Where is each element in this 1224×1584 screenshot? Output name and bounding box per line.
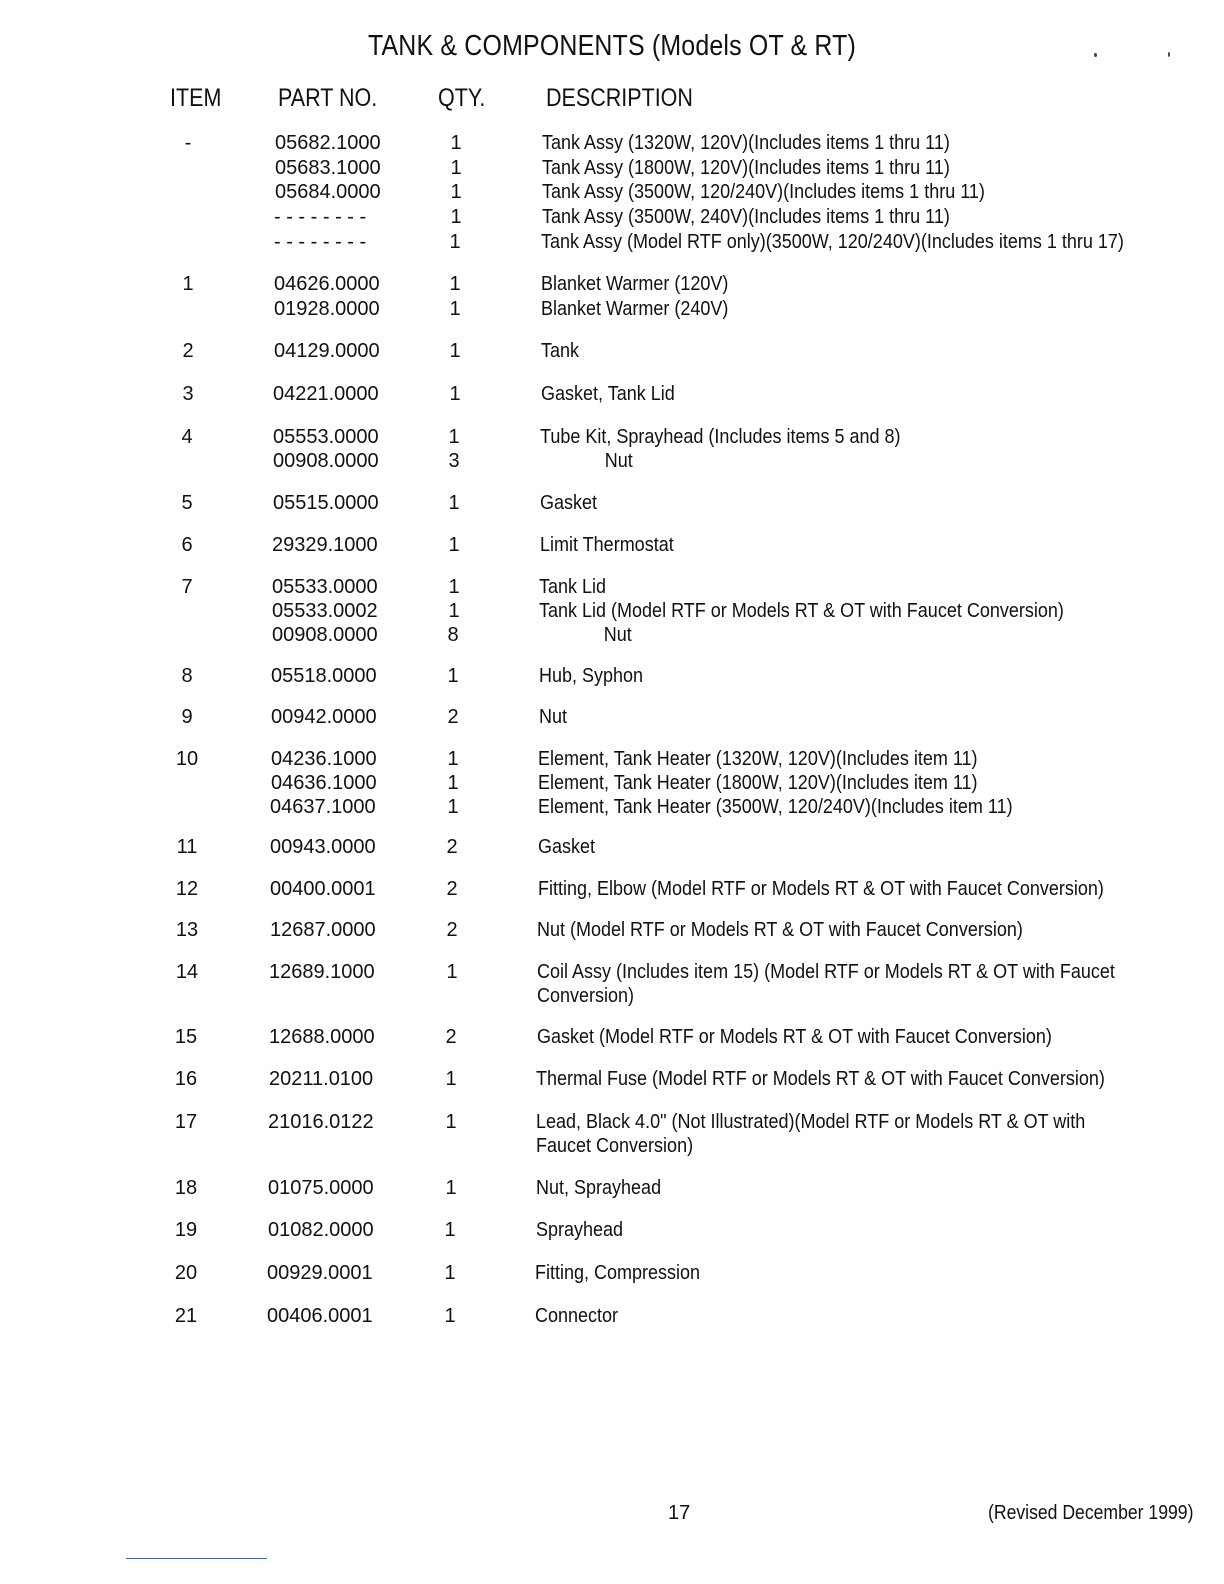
- part-number: 20211.0100: [269, 1068, 374, 1090]
- column-header-item: ITEM: [170, 84, 222, 112]
- quantity: 2: [447, 706, 459, 728]
- item-number: 2: [182, 340, 194, 362]
- table-row: [0, 664, 1224, 688]
- part-number: 04221.0000: [273, 383, 379, 405]
- quantity: 2: [445, 1026, 457, 1048]
- table-row: [0, 1218, 1224, 1242]
- quantity: 1: [447, 796, 459, 818]
- table-row: [0, 382, 1224, 406]
- description: Sprayhead: [536, 1219, 624, 1241]
- part-number: 00406.0001: [267, 1305, 373, 1327]
- item-number: 18: [174, 1177, 198, 1199]
- description: Blanket Warmer (240V): [541, 298, 729, 320]
- quantity: 1: [449, 383, 461, 405]
- quantity: 1: [446, 961, 458, 983]
- part-number: 04636.1000: [271, 772, 377, 794]
- revision-note: (Revised December 1999): [988, 1502, 1194, 1524]
- item-number: 1: [182, 273, 194, 295]
- description: Tank Assy (1800W, 120V)(Includes items 1 thru 11): [542, 157, 950, 179]
- description: Element, Tank Heater (3500W, 120/240V)(Includes item 11): [538, 796, 1013, 818]
- table-row: [0, 180, 1224, 204]
- table-row: [0, 1110, 1224, 1157]
- part-number: 00929.0001: [267, 1262, 373, 1284]
- quantity: 1: [445, 1068, 457, 1090]
- table-row: [0, 156, 1224, 180]
- part-number: 12689.1000: [269, 961, 375, 983]
- quantity: 1: [450, 181, 462, 203]
- quantity: 1: [449, 340, 461, 362]
- item-number: 4: [181, 426, 193, 448]
- item-number: 19: [174, 1219, 198, 1241]
- quantity: 3: [448, 450, 460, 472]
- quantity: 1: [448, 600, 460, 622]
- description: Tank Assy (1320W, 120V)(Includes items 1 thru 11): [542, 132, 950, 154]
- item-number: 12: [175, 878, 199, 900]
- table-row: [0, 960, 1224, 1007]
- part-number: 21016.0122: [268, 1111, 374, 1133]
- quantity: 1: [447, 748, 459, 770]
- table-row: [0, 1176, 1224, 1200]
- description: Tank Assy (Model RTF only)(3500W, 120/240V)(Includes items 1 thru 17): [541, 231, 1124, 253]
- speck-mark: [1094, 53, 1097, 57]
- item-number: -: [184, 132, 192, 154]
- part-number: 05533.0002: [272, 600, 378, 622]
- item-number: 17: [174, 1111, 198, 1133]
- speck-mark: [1168, 52, 1170, 57]
- description: Element, Tank Heater (1320W, 120V)(Includes item 11): [538, 748, 978, 770]
- table-row: [0, 918, 1224, 942]
- item-number: 16: [174, 1068, 198, 1090]
- description: Thermal Fuse (Model RTF or Models RT & OT with Faucet Conversion): [536, 1068, 1105, 1090]
- column-header-description: DESCRIPTION: [546, 84, 693, 112]
- description: Nut: [603, 624, 632, 646]
- page-number: 17: [668, 1502, 691, 1524]
- description: Lead, Black 4.0" (Not Illustrated)(Model RTF or Models RT & OT with Faucet Conversion): [536, 1111, 1086, 1157]
- table-row: [0, 297, 1224, 321]
- table-row: [0, 623, 1224, 647]
- description: Coil Assy (Includes item 15) (Model RTF or Models RT & OT with Faucet Conversion): [537, 961, 1115, 1007]
- part-number: - - - - - - - -: [274, 231, 367, 253]
- column-header-part-no: PART NO.: [278, 84, 378, 112]
- table-row: [0, 339, 1224, 363]
- description: Tank Assy (3500W, 240V)(Includes items 1 thru 11): [542, 206, 950, 228]
- description: Nut: [539, 706, 568, 728]
- quantity: 1: [450, 132, 462, 154]
- quantity: 1: [445, 1111, 457, 1133]
- column-header-qty: QTY.: [438, 84, 486, 112]
- table-row: [0, 705, 1224, 729]
- part-number: 12688.0000: [269, 1026, 375, 1048]
- description: Tank: [541, 340, 580, 362]
- part-number: 12687.0000: [270, 919, 376, 941]
- item-number: 10: [175, 748, 199, 770]
- description: Nut (Model RTF or Models RT & OT with Faucet Conversion): [537, 919, 1023, 941]
- item-number: 21: [174, 1305, 198, 1327]
- table-row: [0, 230, 1224, 254]
- quantity: 1: [449, 231, 461, 253]
- part-number: 04626.0000: [274, 273, 380, 295]
- table-row: [0, 747, 1224, 771]
- part-number: 05683.1000: [275, 157, 381, 179]
- description: Fitting, Elbow (Model RTF or Models RT & OT with Faucet Conversion): [538, 878, 1104, 900]
- table-row: [0, 449, 1224, 473]
- description: Limit Thermostat: [540, 534, 674, 556]
- quantity: 1: [445, 1177, 457, 1199]
- part-number: 00943.0000: [270, 836, 376, 858]
- table-row: [0, 877, 1224, 901]
- description: Tube Kit, Sprayhead (Includes items 5 and 8): [540, 426, 901, 448]
- table-row: [0, 1067, 1224, 1091]
- table-row: [0, 1025, 1224, 1049]
- item-number: 6: [181, 534, 193, 556]
- part-number: 05684.0000: [275, 181, 381, 203]
- quantity: 1: [447, 665, 459, 687]
- quantity: 8: [447, 624, 459, 646]
- part-number: 04236.1000: [271, 748, 377, 770]
- quantity: 1: [444, 1262, 456, 1284]
- part-number: 00400.0001: [270, 878, 376, 900]
- table-row: [0, 205, 1224, 229]
- description: Nut, Sprayhead: [536, 1177, 662, 1199]
- description: Gasket, Tank Lid: [541, 383, 675, 405]
- quantity: 1: [444, 1305, 456, 1327]
- item-number: 3: [182, 383, 194, 405]
- part-number: 01075.0000: [268, 1177, 374, 1199]
- quantity: 2: [446, 878, 458, 900]
- description: Element, Tank Heater (1800W, 120V)(Includes item 11): [538, 772, 978, 794]
- quantity: 1: [448, 576, 460, 598]
- part-number: 05553.0000: [273, 426, 379, 448]
- description: Tank Lid (Model RTF or Models RT & OT with Faucet Conversion): [539, 600, 1064, 622]
- table-row: [0, 575, 1224, 599]
- description: Tank Assy (3500W, 120/240V)(Includes items 1 thru 11): [542, 181, 985, 203]
- quantity: 1: [448, 492, 460, 514]
- table-row: [0, 795, 1224, 819]
- item-number: 20: [174, 1262, 198, 1284]
- quantity: 1: [449, 273, 461, 295]
- part-number: 05518.0000: [271, 665, 377, 687]
- description: Gasket (Model RTF or Models RT & OT with Faucet Conversion): [537, 1026, 1052, 1048]
- quantity: 1: [450, 157, 462, 179]
- item-number: 15: [174, 1026, 198, 1048]
- table-row: [0, 835, 1224, 859]
- page-title: TANK & COMPONENTS (Models OT & RT): [367, 30, 857, 62]
- bottom-rule: [126, 1558, 267, 1559]
- quantity: 1: [449, 298, 461, 320]
- quantity: 1: [444, 1219, 456, 1241]
- table-row: [0, 491, 1224, 515]
- part-number: 05533.0000: [272, 576, 378, 598]
- item-number: 14: [175, 961, 199, 983]
- description: Gasket: [540, 492, 598, 514]
- description: Hub, Syphon: [539, 665, 644, 687]
- quantity: 2: [446, 836, 458, 858]
- part-number: 01082.0000: [268, 1219, 374, 1241]
- description: Nut: [604, 450, 633, 472]
- item-number: 8: [181, 665, 193, 687]
- table-row: [0, 131, 1224, 155]
- description: Gasket: [538, 836, 596, 858]
- description: Blanket Warmer (120V): [541, 273, 729, 295]
- quantity: 1: [450, 206, 462, 228]
- quantity: 1: [448, 426, 460, 448]
- item-number: 11: [176, 836, 198, 858]
- part-number: 01928.0000: [274, 298, 380, 320]
- item-number: 13: [175, 919, 199, 941]
- part-number: 00908.0000: [272, 624, 378, 646]
- description: Connector: [535, 1305, 619, 1327]
- part-number: 29329.1000: [272, 534, 378, 556]
- item-number: 7: [181, 576, 193, 598]
- part-number: 04637.1000: [270, 796, 376, 818]
- table-row: [0, 771, 1224, 795]
- item-number: 9: [181, 706, 193, 728]
- table-row: [0, 533, 1224, 557]
- quantity: 2: [446, 919, 458, 941]
- part-number: - - - - - - - -: [274, 206, 367, 228]
- table-row: [0, 1261, 1224, 1285]
- part-number: 04129.0000: [274, 340, 380, 362]
- part-number: 05515.0000: [273, 492, 379, 514]
- part-number: 00908.0000: [273, 450, 379, 472]
- item-number: 5: [181, 492, 193, 514]
- part-number: 00942.0000: [271, 706, 377, 728]
- description: Fitting, Compression: [535, 1262, 701, 1284]
- table-row: [0, 425, 1224, 449]
- quantity: 1: [448, 534, 460, 556]
- table-row: [0, 272, 1224, 296]
- table-row: [0, 599, 1224, 623]
- description: Tank Lid: [539, 576, 607, 598]
- table-row: [0, 1304, 1224, 1328]
- quantity: 1: [447, 772, 459, 794]
- part-number: 05682.1000: [275, 132, 381, 154]
